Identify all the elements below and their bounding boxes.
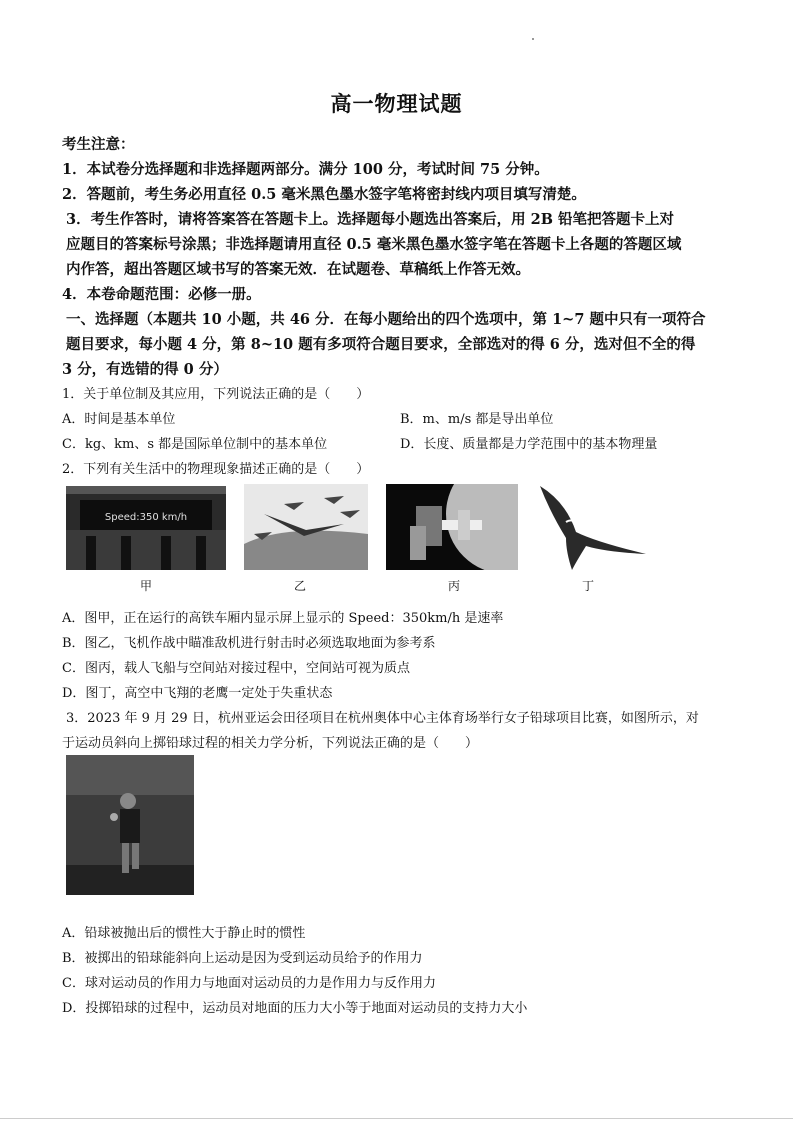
figure-jia-train-cabin (66, 486, 226, 570)
q3-option-c: C．球对运动员的作用力与地面对运动员的力是作用力与反作用力 (62, 976, 436, 991)
page-title: 高一物理试题 (330, 91, 463, 116)
notice-heading: 考生注意： (62, 136, 135, 153)
scan-speck (532, 38, 534, 40)
speed-sign-text: Speed:350 km/h (104, 512, 188, 523)
caption-ding: 丁 (581, 579, 594, 593)
q2-option-a: A．图甲，正在运行的高铁车厢内显示屏上显示的 Speed：350km/h 是速率 (62, 611, 504, 626)
notice-item-3-line-2: 应题目的答案标号涂黑；非选择题请用直径 0.5 毫米黑色墨水签字笔在答题卡上各题的答题区域 (66, 236, 682, 253)
q2-option-b: B．图乙，飞机作战中瞄准敌机进行射击时必须选取地面为参考系 (62, 636, 436, 651)
q2-stem: 2．下列有关生活中的物理现象描述正确的是（ ） (62, 462, 370, 477)
notice-item-4: 4．本卷命题范围：必修一册。 (62, 286, 261, 303)
notice-item-3-line-3: 内作答，超出答题区域书写的答案无效．在试题卷、草稿纸上作答无效。 (66, 261, 530, 278)
q2-option-d: D．图丁，高空中飞翔的老鹰一定处于失重状态 (62, 686, 333, 701)
caption-yi: 乙 (293, 579, 306, 593)
q3-option-b: B．被掷出的铅球能斜向上运动是因为受到运动员给予的作用力 (62, 951, 423, 966)
figure-yi-fighter-jets (244, 484, 368, 570)
section-heading-line-3: 3 分，有选错的得 0 分） (62, 361, 228, 378)
bottom-edge-rule (0, 1118, 793, 1119)
notice-item-3-line-1: 3．考生作答时，请将答案答在答题卡上。选择题每小题选出答案后，用 2B 铅笔把答题卡上对 (66, 211, 675, 228)
caption-bing: 丙 (447, 579, 460, 593)
q2-option-c: C．图丙，载人飞船与空间站对接过程中，空间站可视为质点 (62, 661, 410, 676)
q3-stem-line-1: 3．2023 年 9 月 29 日，杭州亚运会田径项目在杭州奥体中心主体育场举行女子铅球项目比赛，如图所示，对 (66, 711, 699, 726)
notice-item-1: 1．本试卷分选择题和非选择题两部分。满分 100 分，考试时间 75 分钟。 (62, 161, 549, 178)
figure-shot-put-athlete (66, 755, 194, 895)
caption-jia: 甲 (139, 579, 152, 593)
section-heading-line-2: 题目要求，每小题 4 分，第 8~10 题有多项符合题目要求，全部选对的得 6 分，选对但不全的得 (66, 336, 696, 353)
q3-option-a: A．铅球被抛出后的惯性大于静止时的惯性 (62, 926, 306, 941)
figure-bing-space-station (386, 484, 518, 570)
q1-option-d: D．长度、质量都是力学范围中的基本物理量 (400, 437, 658, 452)
figure-ding-eagle (536, 482, 652, 572)
q1-option-a: A．时间是基本单位 (62, 412, 176, 427)
q1-option-c: C．kg、km、s 都是国际单位制中的基本单位 (62, 437, 328, 452)
q3-stem-line-2: 于运动员斜向上掷铅球过程的相关力学分析，下列说法正确的是（ ） (62, 736, 479, 751)
q1-option-b: B．m、m/s 都是导出单位 (400, 412, 554, 427)
section-heading-line-1: 一、选择题（本题共 10 小题，共 46 分．在每小题给出的四个选项中，第 1~7 题中只有一项符合 (66, 311, 706, 328)
q3-option-d: D．投掷铅球的过程中，运动员对地面的压力大小等于地面对运动员的支持力大小 (62, 1001, 528, 1016)
q1-stem: 1．关于单位制及其应用，下列说法正确的是（ ） (62, 387, 370, 402)
notice-item-2: 2．答题前，考生务必用直径 0.5 毫米黑色墨水签字笔将密封线内项目填写清楚。 (62, 186, 586, 203)
